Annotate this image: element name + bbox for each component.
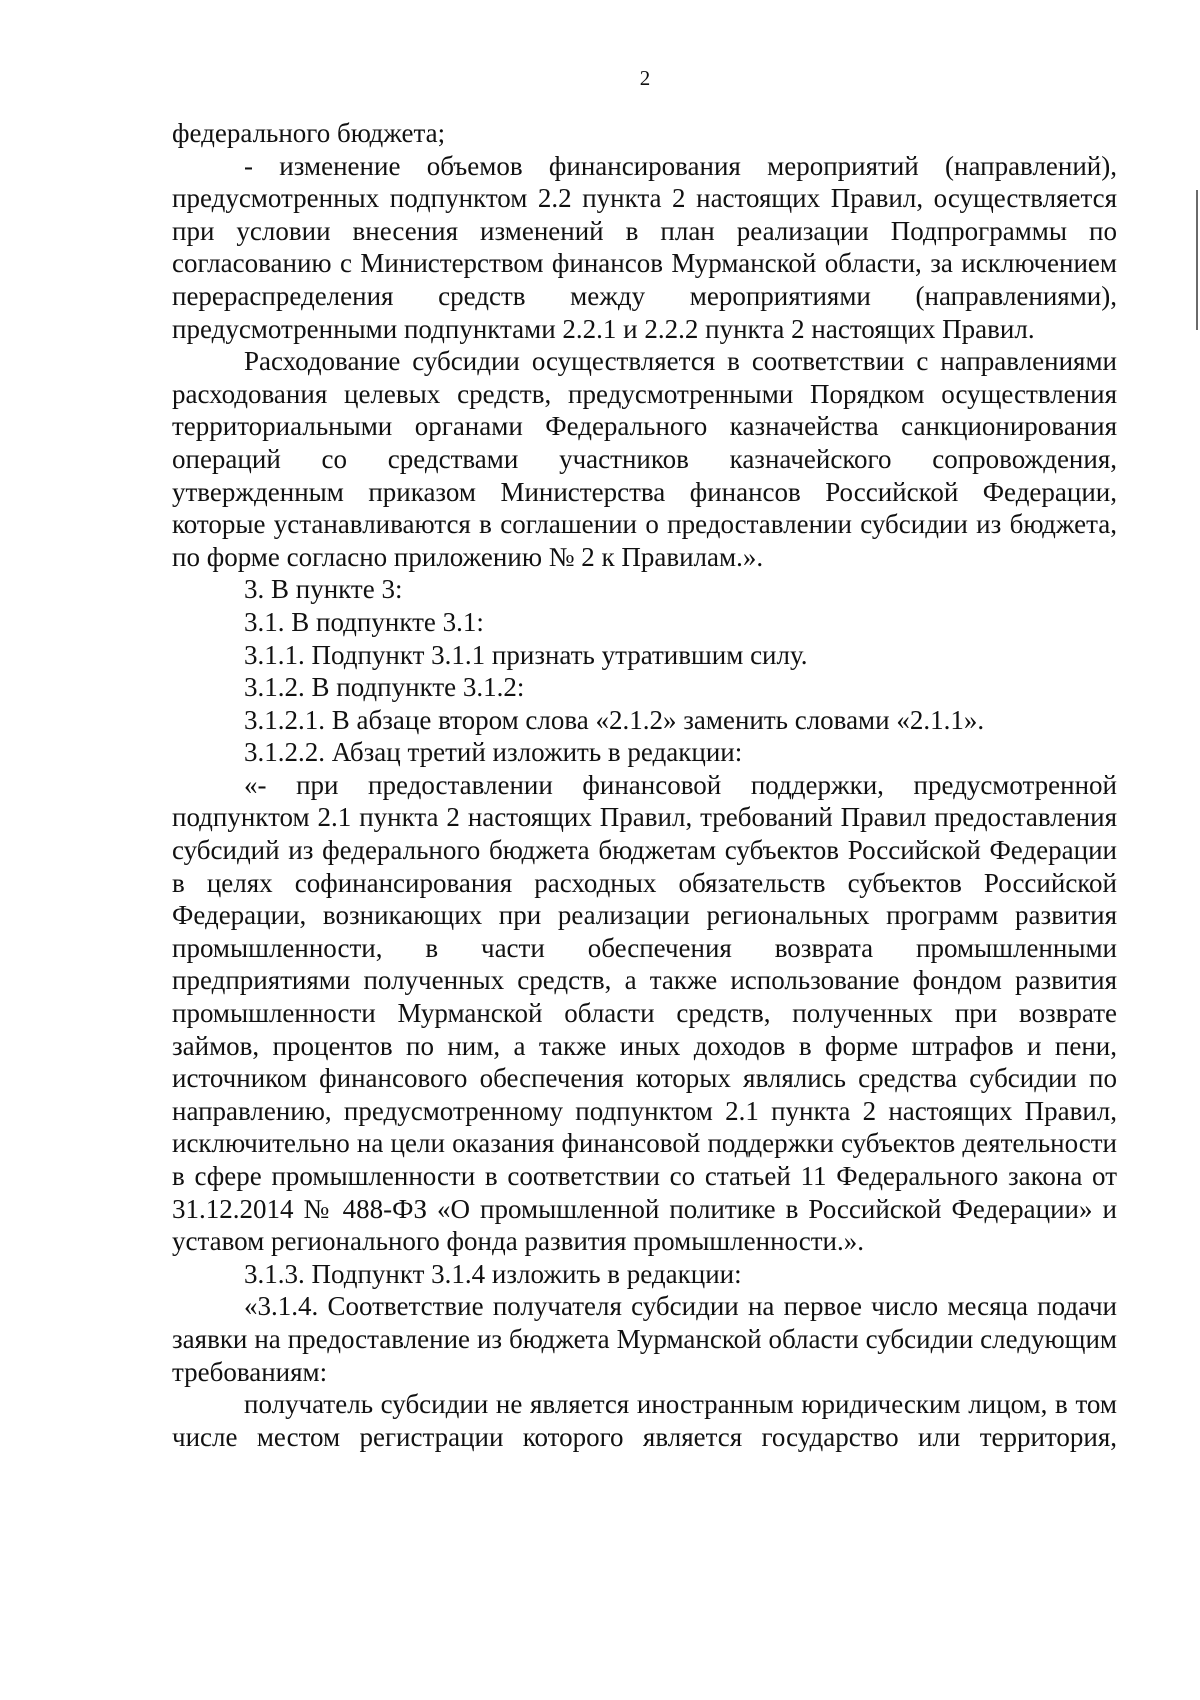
document-body (172, 117, 1117, 1453)
paragraph-financial-support-requirements: «- при предоставлении финансовой поддержки, предусмотренной подпунктом 2.1 пункта 2 настоящих Правил, требований Правил предоставления субсидий из федерального бюджета бюджетам субъектов Российской Федерации в целях софинансирования расходных обязательств субъектов Российской Федерации, возникающих при реализации региональных программ развития промышленности, в части обеспечения возврата промышленными предприятиями полученных средств, а также использование фондом развития промышленности Мурманской области средств, полученных при возврате займов, процентов по ним, а также иных доходов в форме штрафов и пени, источником финансового обеспечения которых являлись средства субсидии по направлению, предусмотренному подпунктом 2.1 пункта 2 настоящих Правил, исключительно на цели оказания финансовой поддержки субъектов деятельности в сфере промышленности в соответствии со статьей 11 Федерального закона от 31.12.2014 № 488-ФЗ «О промышленной политике в Российской Федерации» и уставом регионального фонда развития промышленности.». (172, 769, 1117, 1257)
paragraph-federal-budget: федерального бюджета; (172, 118, 446, 148)
page-number: 2 (639, 66, 651, 90)
paragraph-item-3-1: 3.1. В подпункте 3.1: (244, 606, 484, 637)
paragraph-item-3: 3. В пункте 3: (244, 574, 403, 605)
paragraph-item-3-1-3: 3.1.3. Подпункт 3.1.4 изложить в редакции: (244, 1258, 742, 1289)
scan-margin-mark (1196, 190, 1198, 330)
paragraph-item-3-1-1: 3.1.1. Подпункт 3.1.1 признать утратившим силу. (244, 639, 808, 670)
paragraph-item-3-1-2: 3.1.2. В подпункте 3.1.2: (244, 672, 525, 703)
paragraph-item-3-1-2-1: 3.1.2.1. В абзаце втором слова «2.1.2» заменить словами «2.1.1». (244, 704, 985, 735)
paragraph-recipient-not-foreign: получатель субсидии не является иностранным юридическим лицом, в том числе местом регистрации которого является государство или территория, (172, 1389, 1117, 1452)
paragraph-item-3-1-4: «3.1.4. Соответствие получателя субсидии на первое число месяца подачи заявки на предоставление из бюджета Мурманской области субсидии следующим требованиям: (172, 1291, 1117, 1387)
paragraph-item-3-1-2-2: 3.1.2.2. Абзац третий изложить в редакции: (244, 737, 743, 768)
paragraph-funding-changes: - изменение объемов финансирования мероприятий (направлений), предусмотренных подпунктом 2.2 пункта 2 настоящих Правил, осуществляется при условии внесения изменений в план реализации Подпрограммы по согласованию с Министерством финансов Мурманской области, за исключением перераспределения средств между мероприятиями (направлениями), предусмотренными подпунктами 2.2.1 и 2.2.2 пункта 2 настоящих Правил. (172, 150, 1117, 344)
paragraph-subsidy-spending: Расходование субсидии осуществляется в соответствии с направлениями расходования целевых средств, предусмотренными Порядком осуществления территориальными органами Федерального казначейства санкционирования операций со средствами участников казначейского сопровождения, утвержденным приказом Министерства финансов Российской Федерации, которые устанавливаются в соглашении о предоставлении субсидии из бюджета, по форме согласно приложению № 2 к Правилам.». (172, 346, 1117, 572)
